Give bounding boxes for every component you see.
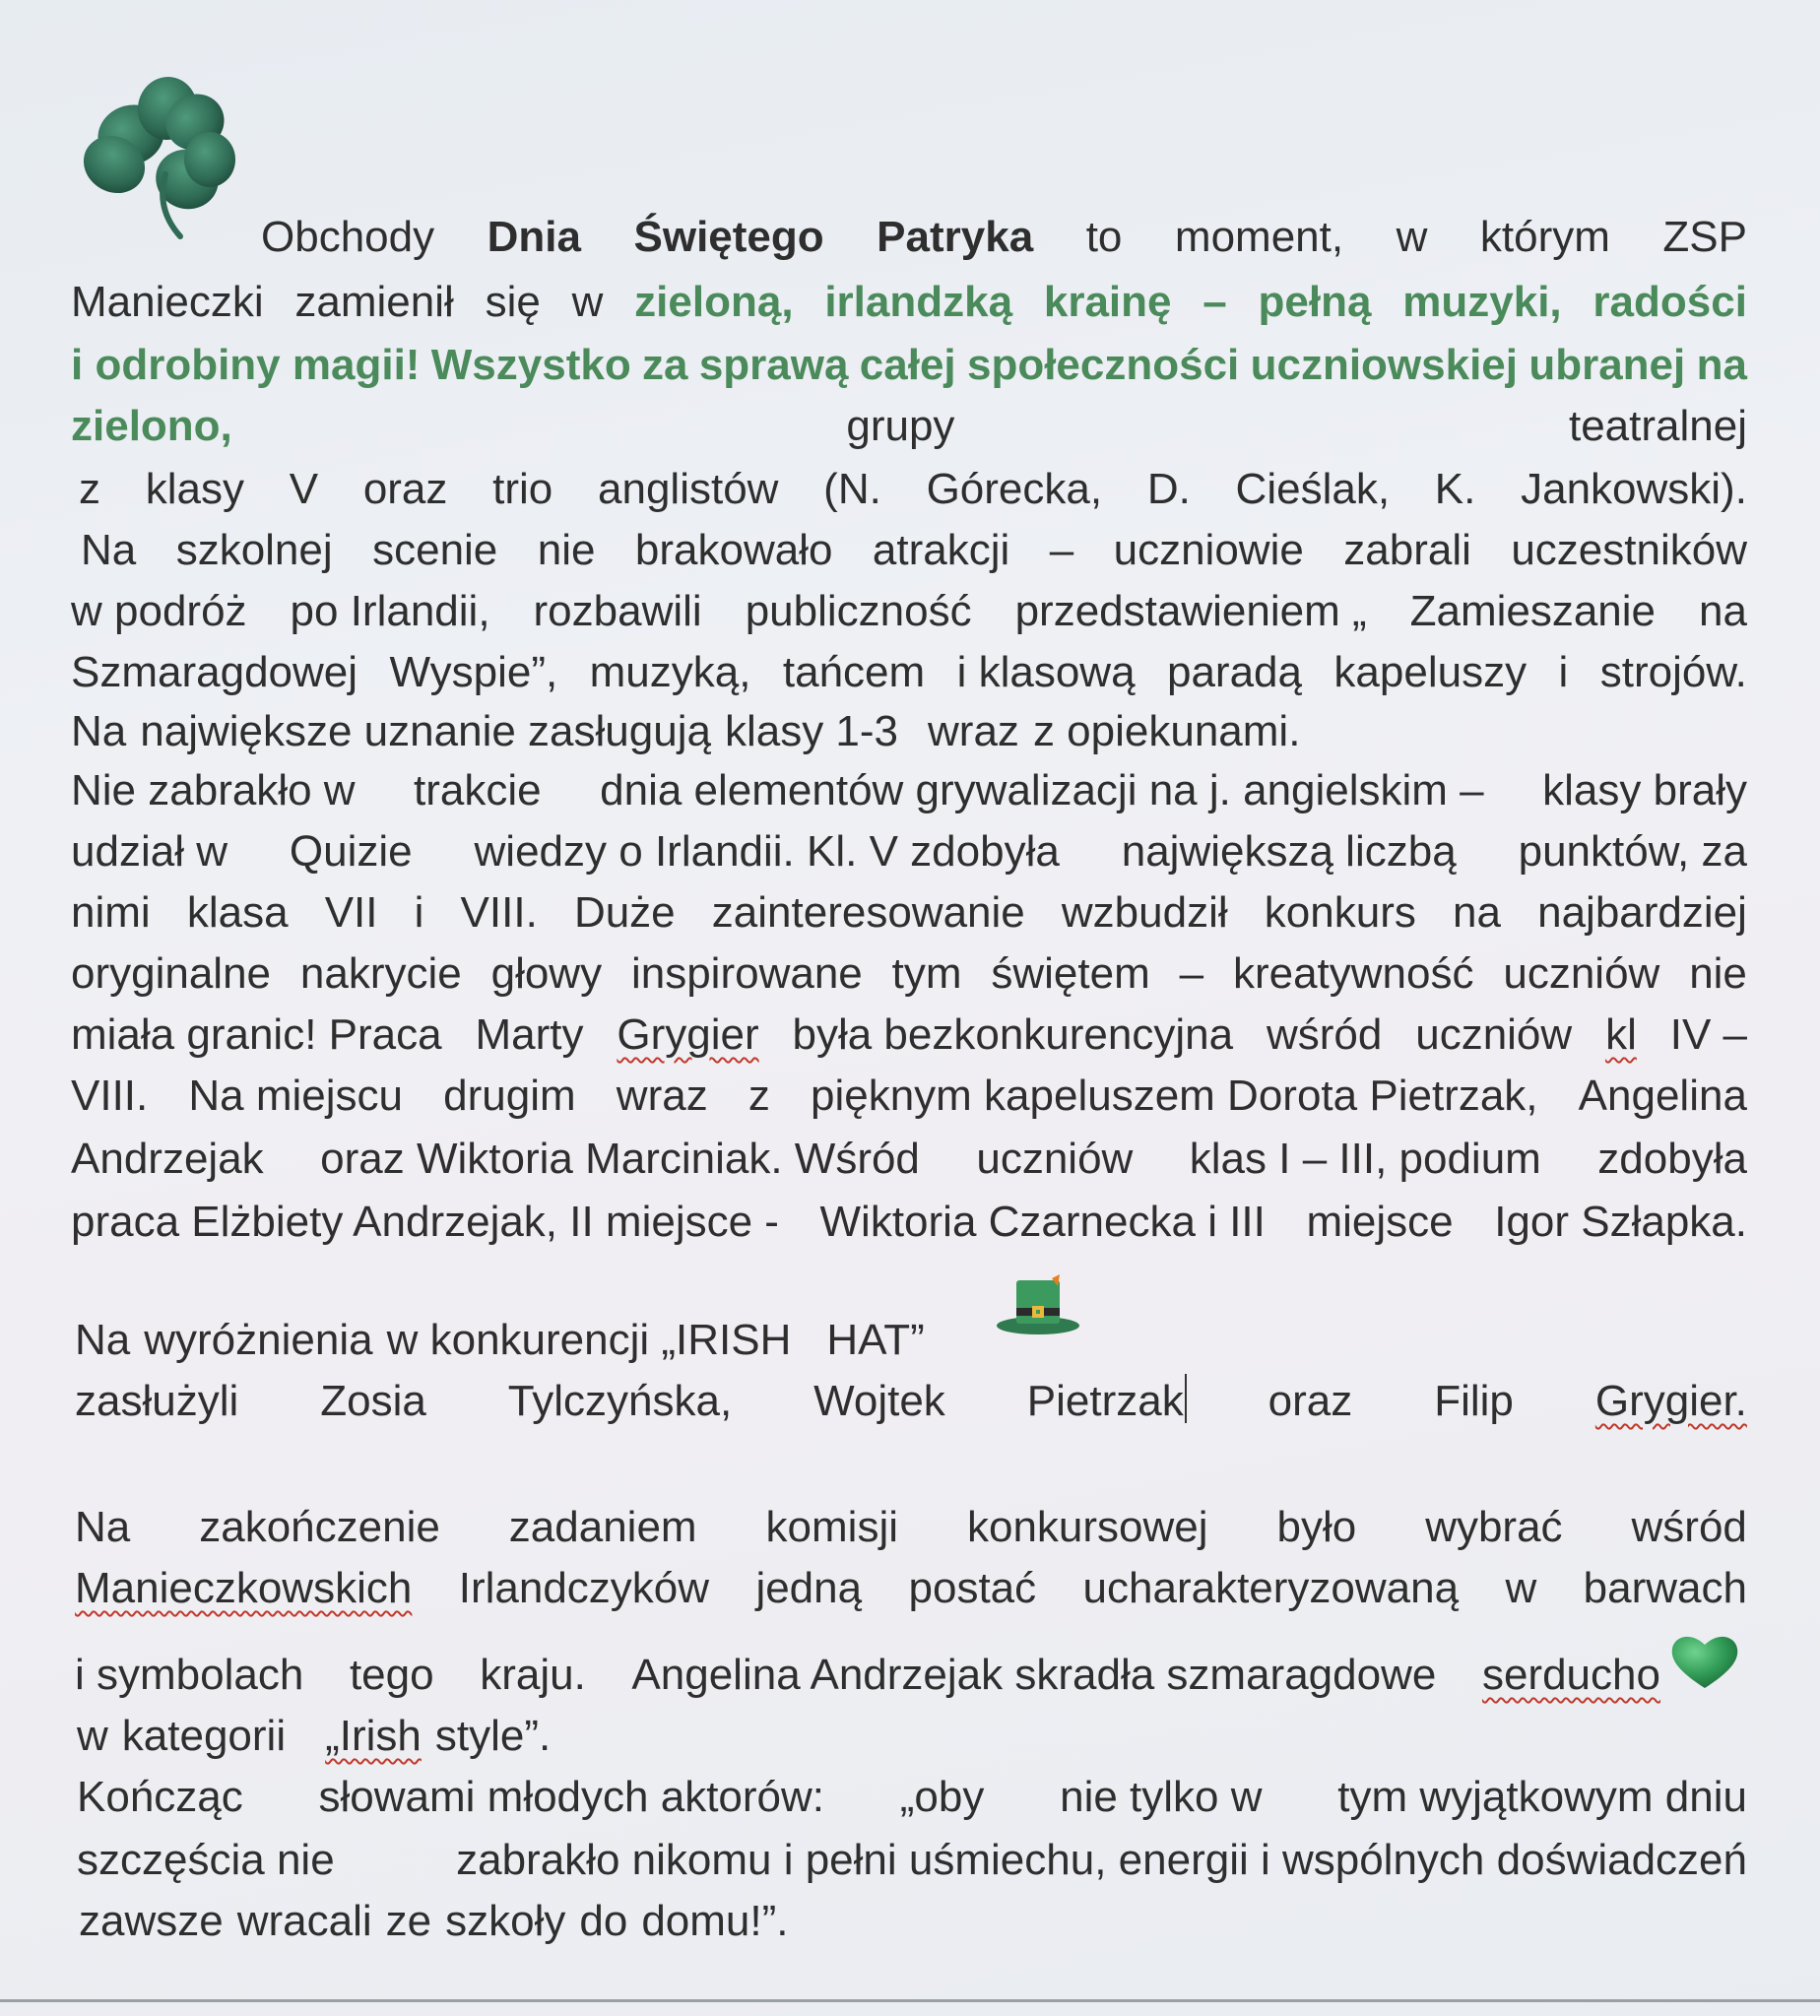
word: domu!”. (641, 1897, 789, 1945)
word: najbardziej (1537, 888, 1747, 937)
word: zamienił (294, 278, 454, 326)
word: nakrycie (299, 949, 462, 998)
word: publiczność (745, 587, 972, 635)
word: postać (908, 1564, 1037, 1612)
word: uczniowie (1113, 526, 1304, 574)
word: brakowało (634, 526, 833, 574)
word: miała granic! Praca (71, 1010, 442, 1059)
word: Duże (573, 888, 676, 937)
word: w (1505, 1564, 1537, 1612)
word: Patryka (877, 213, 1034, 261)
word: Obchody (261, 213, 435, 261)
word: Górecka, (926, 465, 1103, 513)
word: Igor Szłapka. (1494, 1198, 1747, 1246)
word: była bezkonkurencyjna (792, 1010, 1234, 1059)
text-caret (1185, 1374, 1187, 1423)
word: klasy brały (1542, 766, 1747, 814)
word: Grygier (617, 1010, 759, 1059)
word: muzyki, (1402, 278, 1562, 326)
word: ZSP (1662, 213, 1747, 261)
word: Na (81, 526, 137, 574)
word: szkolnej (175, 526, 333, 574)
word: Zosia (320, 1377, 426, 1425)
word: nie (537, 526, 596, 574)
word: Na (71, 707, 127, 755)
p1-line-6 (81, 520, 1747, 581)
bottom-divider (0, 1999, 1820, 2002)
p2-line-7 (71, 1129, 1747, 1190)
text-cursor-word (1027, 1371, 1187, 1432)
p4-line-7 (79, 1891, 1755, 1952)
word: tym wyjątkowym dniu (1337, 1773, 1747, 1821)
word: nimi (71, 888, 151, 937)
word: Angelina (1578, 1072, 1747, 1120)
p4-line-5 (77, 1767, 1747, 1828)
word: Pietrzak (1026, 1377, 1184, 1425)
word: Wszystko (430, 341, 631, 389)
word: Cieślak, (1235, 465, 1391, 513)
word: radości (1592, 278, 1747, 326)
word: wraz (616, 1072, 708, 1120)
word: K. (1434, 465, 1476, 513)
p4-line-4 (77, 1706, 1753, 1767)
word: muzyką, (589, 648, 751, 696)
p2-line-5 (71, 1005, 1747, 1066)
word: kapeluszy (1333, 648, 1528, 696)
word: Kończąc (77, 1773, 243, 1821)
p4-line-6 (77, 1830, 1747, 1891)
word: pięknym kapeluszem Dorota Pietrzak, (810, 1072, 1538, 1120)
word: Jankowski). (1521, 465, 1747, 513)
word: Wyspie”, (389, 648, 558, 696)
word: kategorii (121, 1712, 287, 1760)
word: oryginalne (71, 949, 272, 998)
word: kl (1605, 1010, 1637, 1059)
word: oraz (1268, 1377, 1353, 1425)
p1-line-1 (261, 207, 1747, 268)
word: moment, (1174, 213, 1344, 261)
word: – (1179, 949, 1204, 998)
word: Andrzejak (71, 1135, 264, 1183)
word: dnia elementów grywalizacji na j. angielskim – (600, 766, 1484, 814)
word: Grygier. (1594, 1377, 1747, 1425)
word: uczniów (1415, 1010, 1573, 1059)
word: – (1049, 526, 1074, 574)
word: Zamieszanie (1409, 587, 1657, 635)
word: w (571, 278, 604, 326)
p3-line-1 (75, 1310, 1751, 1371)
word: zieloną, (634, 278, 794, 326)
word: zabrali (1343, 526, 1471, 574)
word: inspirowane (630, 949, 863, 998)
word: serducho (1481, 1651, 1660, 1699)
word: na (1699, 587, 1747, 635)
word: całej (859, 341, 956, 389)
word: przedstawieniem „ (1014, 587, 1367, 635)
word: D. (1146, 465, 1191, 513)
word: strojów. (1599, 648, 1747, 696)
word: „oby (899, 1773, 985, 1821)
word: Na miejscu (188, 1072, 404, 1120)
word: Tylczyńska, (507, 1377, 733, 1425)
word: oraz Wiktoria Marciniak. Wśród (320, 1135, 920, 1183)
word: Świętego (633, 213, 824, 261)
word: Filip (1434, 1377, 1514, 1425)
word: uczniów (976, 1135, 1134, 1183)
word: miejsce (1306, 1198, 1454, 1246)
word: VIII. (460, 888, 538, 937)
word: tańcem (782, 648, 926, 696)
word: irlandzką (824, 278, 1013, 326)
word: anglistów (598, 465, 779, 513)
word: świętem (991, 949, 1150, 998)
word: ucharakteryzowaną (1082, 1564, 1460, 1612)
word: VIII. (71, 1072, 149, 1120)
p3-line-2 (75, 1371, 1747, 1432)
word: Na (75, 1316, 131, 1364)
word: i (414, 888, 424, 937)
word: klas I – III, podium (1189, 1135, 1541, 1183)
word: IV – (1669, 1010, 1747, 1059)
word: społeczności (966, 341, 1240, 389)
word: tego (349, 1651, 434, 1699)
word: wyróżnienia (144, 1316, 373, 1364)
word: wybrać (1425, 1503, 1563, 1551)
p2-line-1 (71, 760, 1747, 821)
word: pełną (1258, 278, 1372, 326)
p2-line-2 (71, 821, 1747, 882)
green-heart-icon (1670, 1633, 1739, 1690)
word: zielono, (71, 402, 232, 450)
word: zawsze (79, 1897, 224, 1945)
word: – (1202, 278, 1227, 326)
word: Dnia (487, 213, 581, 261)
word: po Irlandii, (290, 587, 490, 635)
word: ubranej (1528, 341, 1686, 389)
word: trio (492, 465, 553, 513)
word: kraju. (480, 1651, 586, 1699)
word: zasłużyli (75, 1377, 239, 1425)
word: którym (1479, 213, 1610, 261)
word: rozbawili (533, 587, 702, 635)
shamrock-icon (77, 71, 244, 243)
word: wiedzy o Irlandii. Kl. V zdobyła (474, 827, 1060, 876)
word: i klasową (956, 648, 1136, 696)
word: V (289, 465, 319, 513)
word: wzbudził (1061, 888, 1228, 937)
p1-line-5 (79, 459, 1747, 520)
word: i odrobiny magii! (71, 341, 421, 389)
p1-line-8 (71, 642, 1747, 703)
word: Quizie (289, 827, 413, 876)
p2-line-3 (71, 882, 1747, 943)
word: Wojtek (813, 1377, 945, 1425)
word: zakończenie (199, 1503, 440, 1551)
word: i (1558, 648, 1569, 696)
word: uczestników (1511, 526, 1747, 574)
word: krainę (1043, 278, 1172, 326)
word: Na (75, 1503, 131, 1551)
word: nie tylko w (1060, 1773, 1263, 1821)
word: Nie zabrakło w (71, 766, 356, 814)
word: Manieczkowskich (75, 1564, 413, 1612)
p1-line-2 (71, 272, 1747, 333)
word: Wiktoria Czarnecka i III (819, 1198, 1266, 1246)
word: głowy (490, 949, 603, 998)
word: do (579, 1897, 628, 1945)
word: tym (891, 949, 962, 998)
word: HAT” (826, 1316, 925, 1364)
p4-line-1 (75, 1497, 1747, 1558)
word: grupy (846, 402, 955, 450)
word: klasa (186, 888, 289, 937)
word: zdobyła (1597, 1135, 1747, 1183)
word: Manieczki (71, 278, 264, 326)
word: ze (385, 1897, 432, 1945)
word: wraz (928, 707, 1019, 755)
word: wśród (1631, 1503, 1747, 1551)
word: „Irish (325, 1712, 422, 1760)
word: atrakcji (872, 526, 1010, 574)
word: słowami młodych aktorów: (318, 1773, 825, 1821)
word: praca Elżbiety Andrzejak, II miejsce - (71, 1198, 779, 1246)
word: jedną (755, 1564, 863, 1612)
p4-line-2 (75, 1558, 1747, 1619)
word: w podróż (71, 587, 247, 635)
p4-line-3 (75, 1645, 1660, 1706)
word: paradą (1166, 648, 1302, 696)
p1-line-7 (71, 581, 1747, 642)
word: było (1276, 1503, 1357, 1551)
word: w konkurencji „IRISH (386, 1316, 792, 1364)
word: na (1696, 341, 1747, 389)
word: konkurs (1264, 888, 1416, 937)
word: z (748, 1072, 770, 1120)
word: największą liczbą (1121, 827, 1457, 876)
word: nie (1689, 949, 1747, 998)
word: sprawą (698, 341, 849, 389)
word: klasy (145, 465, 244, 513)
word: się (485, 278, 541, 326)
word: VII (324, 888, 378, 937)
word: konkursowej (966, 1503, 1208, 1551)
word: zainteresowanie (711, 888, 1025, 937)
word: zadaniem (508, 1503, 697, 1551)
word: Angelina Andrzejak skradła szmaragdowe (631, 1651, 1437, 1699)
word: z opiekunami. (1032, 707, 1301, 755)
word: klasy 1-3 (724, 707, 899, 755)
word: uczniowskiej (1250, 341, 1519, 389)
word: wracali (236, 1897, 372, 1945)
p1-line-9 (71, 701, 1747, 762)
word: style”. (434, 1712, 552, 1760)
word: na (1453, 888, 1501, 937)
p1-line-3 (71, 335, 1747, 396)
p2-line-6 (71, 1066, 1747, 1127)
p2-line-8 (71, 1192, 1747, 1253)
word: Marty (475, 1010, 584, 1059)
word: za (642, 341, 688, 389)
word: największe uznanie zasługują (140, 707, 711, 755)
word: w (1396, 213, 1428, 261)
word: wśród (1266, 1010, 1383, 1059)
word: z (79, 465, 100, 513)
word: kreatywność (1232, 949, 1474, 998)
word: teatralnej (1568, 402, 1747, 450)
word: szkoły (445, 1897, 566, 1945)
word: uczniów (1503, 949, 1660, 998)
word: szczęścia nie (77, 1836, 335, 1884)
word: udział w (71, 827, 228, 876)
word: (N. (823, 465, 881, 513)
word: barwach (1583, 1564, 1747, 1612)
word: Szmaragdowej (71, 648, 358, 696)
word: w (77, 1712, 108, 1760)
word: Irlandczyków (458, 1564, 710, 1612)
word: komisji (765, 1503, 898, 1551)
word: punktów, za (1518, 827, 1747, 876)
p1-line-4 (71, 396, 1747, 457)
word: i symbolach (75, 1651, 304, 1699)
word: oraz (362, 465, 448, 513)
p2-line-4 (71, 943, 1747, 1005)
word: scenie (372, 526, 498, 574)
word: trakcie (414, 766, 542, 814)
word: drugim (443, 1072, 576, 1120)
word: to (1085, 213, 1123, 261)
word: zabrakło nikomu i pełni uśmiechu, energii i wspólnych doświadczeń (456, 1836, 1747, 1884)
